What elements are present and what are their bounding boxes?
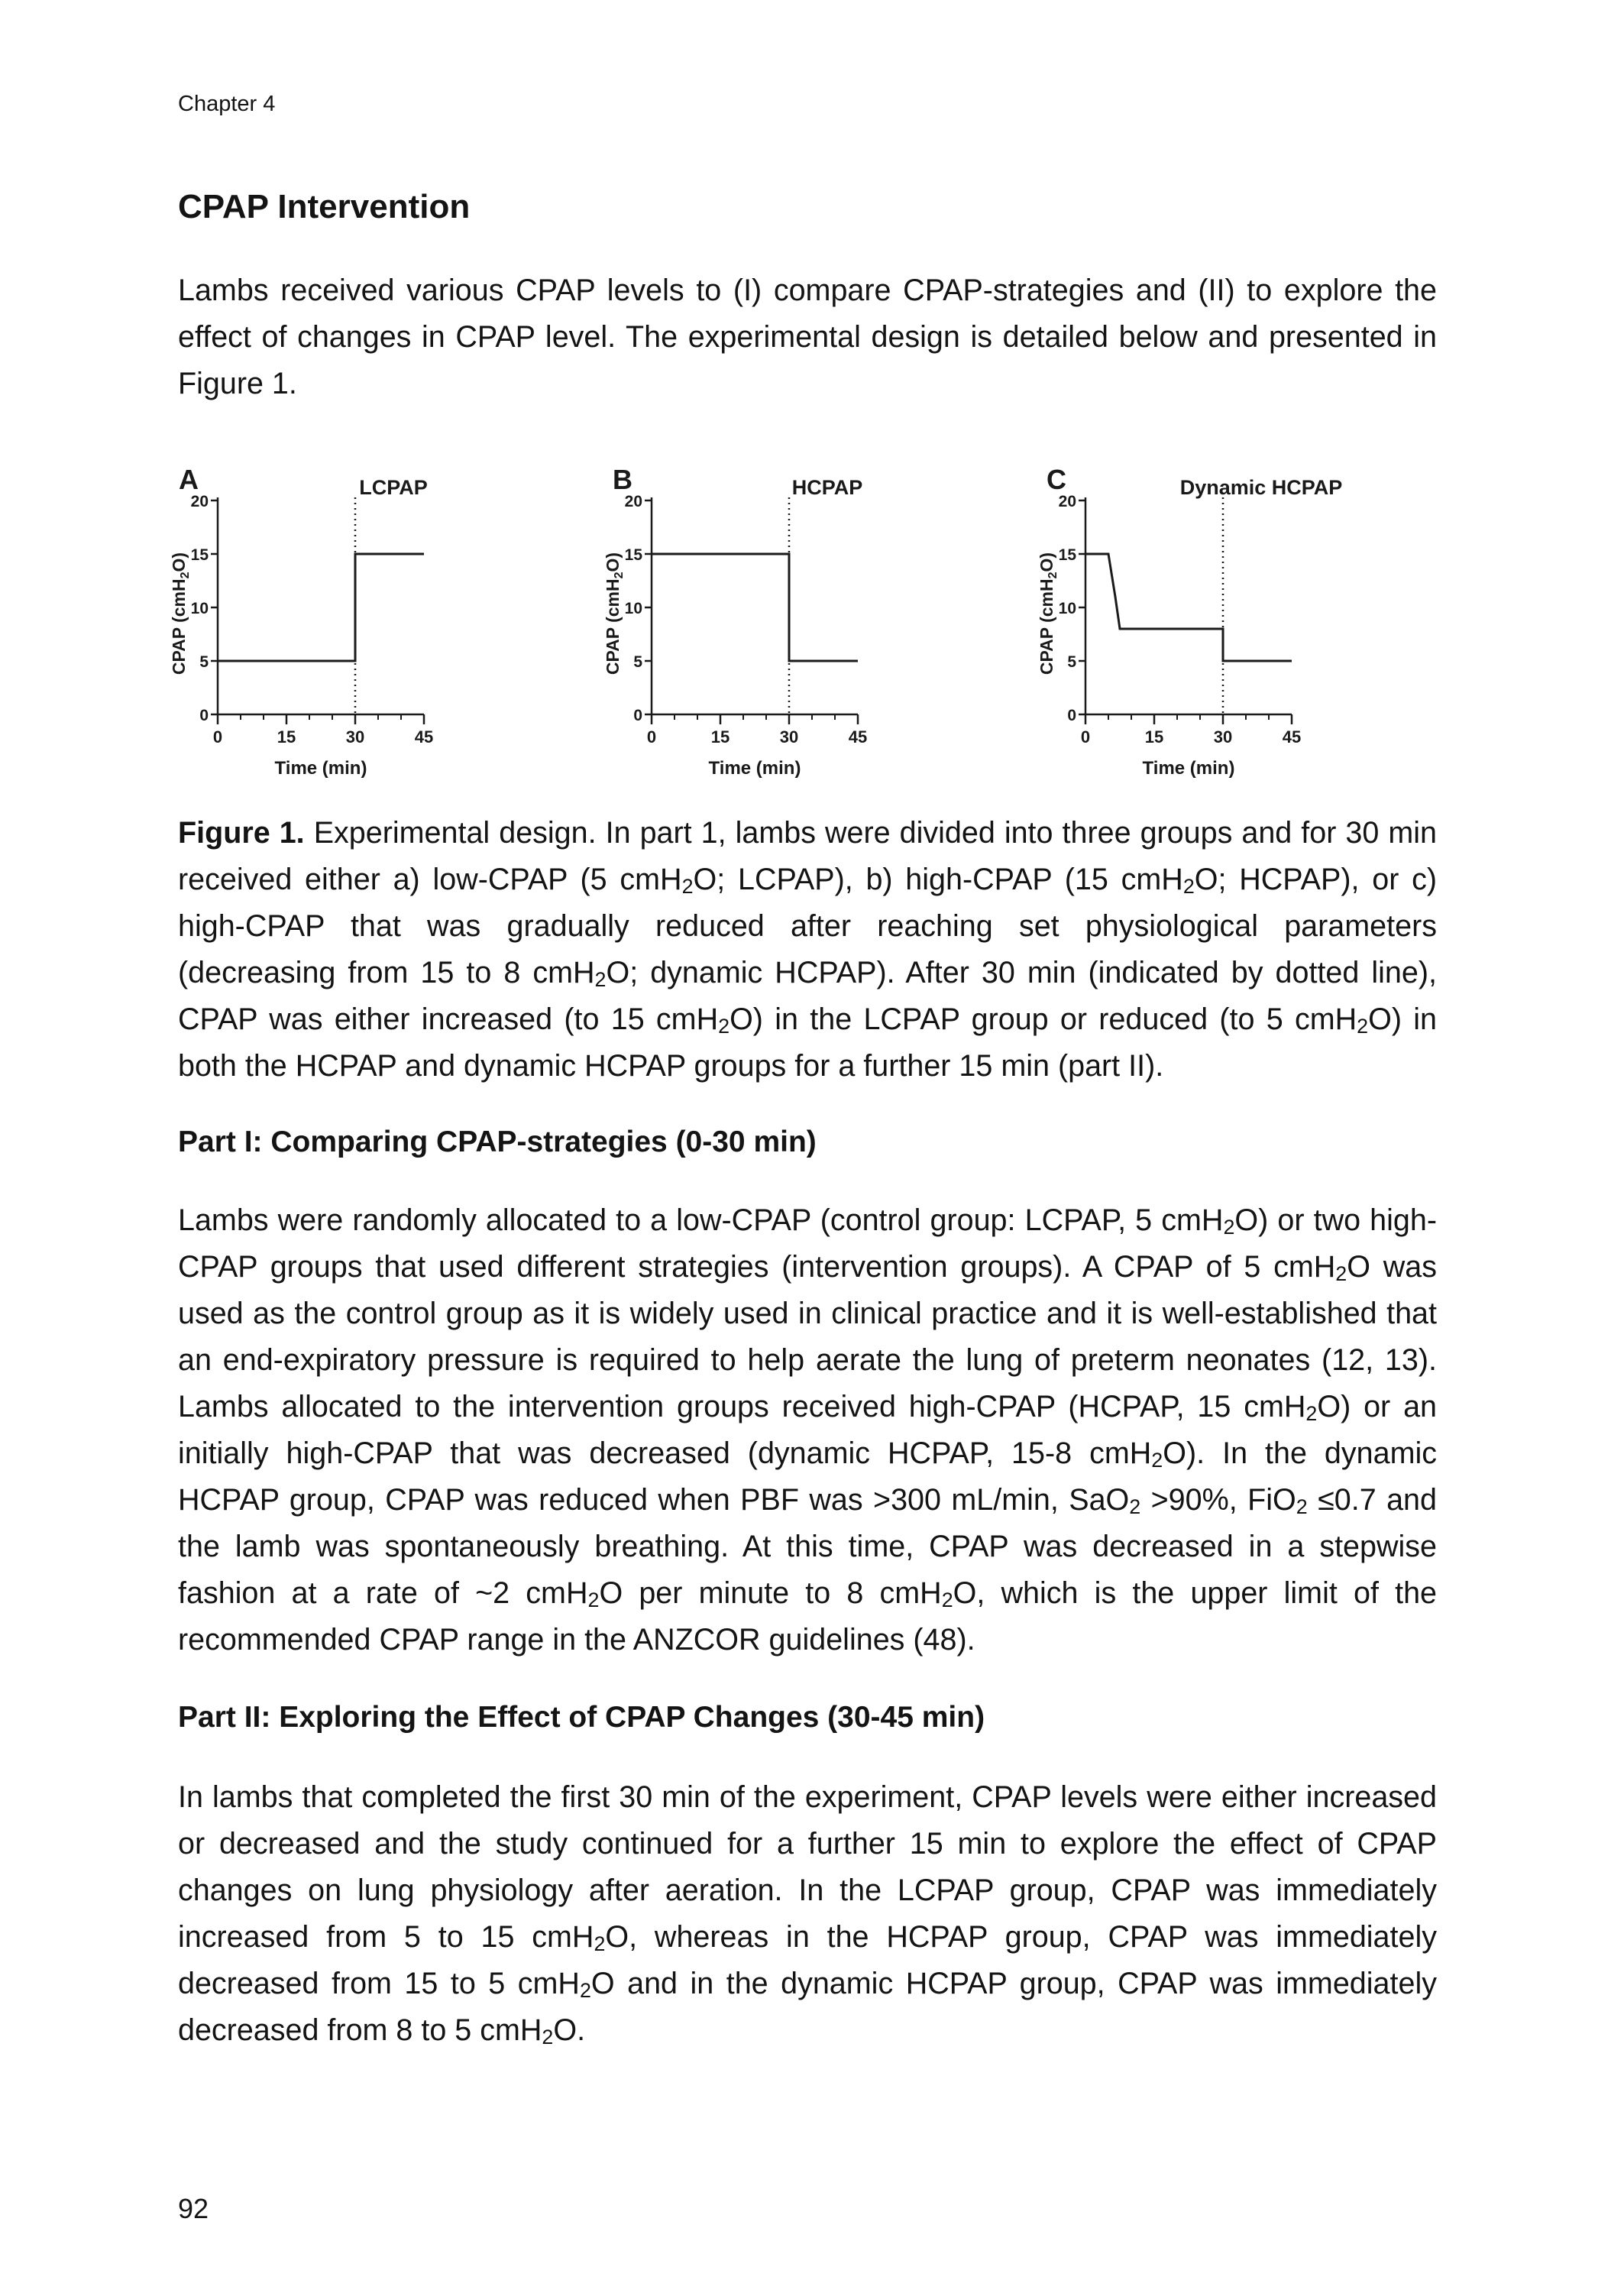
chart-title: HCPAP [791,476,863,499]
figure-caption-text: Experimental design. In part 1, lambs were divided into three groups and for 30 min received either a) low-CPAP (5 cmH$_2$O; LCPAP), b) high-CPAP (15 cmH$_2$O; HCPAP), or c) high-CPAP that was gradually reduced after reaching set physiological parameters (decreasing from 15 to 8 cmH$_2$O; dynamic HCPAP). After 30 min (indicated by dotted line), CPAP was either increased (to 15 cmH$_2$O) in the LCPAP group or reduced (to 5 cmH$_2$O) in both the HCPAP and dynamic HCPAP groups for a further 15 min (part II). [178,816,1437,1083]
y-tick-label: 20 [624,493,642,510]
figure-caption [178,810,1437,1090]
part-2-heading: Part II: Exploring the Effect of CPAP Changes (30-45 min) [178,1701,985,1734]
x-tick-label: 15 [710,727,730,747]
x-tick-label: 30 [1213,727,1233,747]
y-axis-label: CPAP (cmH$_2$O) [603,552,626,675]
y-tick-label: 5 [199,653,209,671]
x-tick-label: 15 [277,727,296,747]
y-tick-label: 15 [190,546,209,564]
x-tick-label: 45 [414,727,434,747]
running-head: Chapter 4 [178,92,276,116]
x-tick-label: 15 [1144,727,1164,747]
x-axis-label: Time (min) [1142,758,1235,779]
part-1-paragraph: Lambs were randomly allocated to a low-CPAP (control group: LCPAP, 5 cmH$_2$O) or two high-CPAP groups that used different strategies (intervention groups). A CPAP of 5 cmH$_2$O was used as the control group as it is widely used in clinical practice and it is well-established that an end-expiratory pressure is required to help aerate the lung of preterm neonates (12, 13). Lambs allocated to the intervention groups received high-CPAP (HCPAP, 15 cmH$_2$O) or an initially high-CPAP that was decreased (dynamic HCPAP, 15-8 cmH$_2$O). In the dynamic HCPAP group, CPAP was reduced when PBF was >300 mL/min, SaO$_2$ >90%, FiO$_2$ ≤0.7 and the lamb was spontaneously breathing. At this time, CPAP was decreased in a stepwise fashion at a rate of ~2 cmH$_2$O per minute to 8 cmH$_2$O, which is the upper limit of the recommended CPAP range in the ANZCOR guidelines (48). [178,1203,1438,1657]
figure-panel-b [587,466,1014,795]
chart-title: LCPAP [359,476,428,499]
y-tick-label: 15 [1058,546,1076,564]
chart-title: Dynamic HCPAP [1179,476,1343,499]
y-axis-label: CPAP (cmH$_2$O) [1037,552,1059,675]
intro-paragraph: Lambs received various CPAP levels to (I) compare CPAP-strategies and (II) to explore the effect of changes in CPAP level. The experimental design is detailed below and presented in Figure 1. [178,274,1437,400]
panel-letter: B [613,464,632,495]
y-tick-label: 5 [633,653,642,671]
x-tick-label: 45 [1282,727,1302,747]
y-tick-label: 15 [624,546,642,564]
y-tick-label: 5 [1067,653,1076,671]
y-tick-label: 0 [1067,707,1076,724]
cpap-chart [1021,466,1448,795]
page-number: 92 [178,2193,209,2224]
y-tick-label: 10 [1058,600,1076,617]
figure-1 [153,466,1451,795]
x-tick-label: 0 [212,727,223,747]
figure-panel-c [1021,466,1448,795]
y-tick-label: 10 [190,600,209,617]
part-1-heading: Part I: Comparing CPAP-strategies (0-30 min) [178,1125,817,1158]
x-tick-label: 0 [1080,727,1091,747]
y-tick-label: 20 [190,493,209,510]
x-tick-label: 30 [345,727,365,747]
cpap-chart [153,466,581,795]
y-tick-label: 0 [199,707,209,724]
x-tick-label: 30 [779,727,799,747]
y-tick-label: 10 [624,600,642,617]
y-axis-label: CPAP (cmH$_2$O) [169,552,192,675]
y-tick-label: 20 [1058,493,1076,510]
x-axis-label: Time (min) [274,758,367,779]
figure-panel-a [153,466,581,795]
cpap-series-line [218,554,424,661]
x-tick-label: 45 [848,727,868,747]
panel-letter: A [179,464,199,495]
panel-letter: C [1047,464,1066,495]
x-tick-label: 0 [646,727,657,747]
cpap-series-line [1085,554,1292,661]
part-2-paragraph: In lambs that completed the first 30 min of the experiment, CPAP levels were either increased or decreased and the study continued for a further 15 min to explore the effect of CPAP changes on lung physiology after aeration. In the LCPAP group, CPAP was immediately increased from 5 to 15 cmH$_2$O, whereas in the HCPAP group, CPAP was immediately decreased from 15 to 5 cmH$_2$O and in the dynamic HCPAP group, CPAP was immediately decreased from 8 to 5 cmH$_2$O. [178,1780,1437,2048]
x-axis-label: Time (min) [708,758,801,779]
cpap-chart [587,466,1014,795]
y-tick-label: 0 [633,707,642,724]
cpap-series-line [652,554,858,661]
section-title: CPAP Intervention [178,188,471,225]
figure-caption-label: Figure 1. [178,816,305,850]
